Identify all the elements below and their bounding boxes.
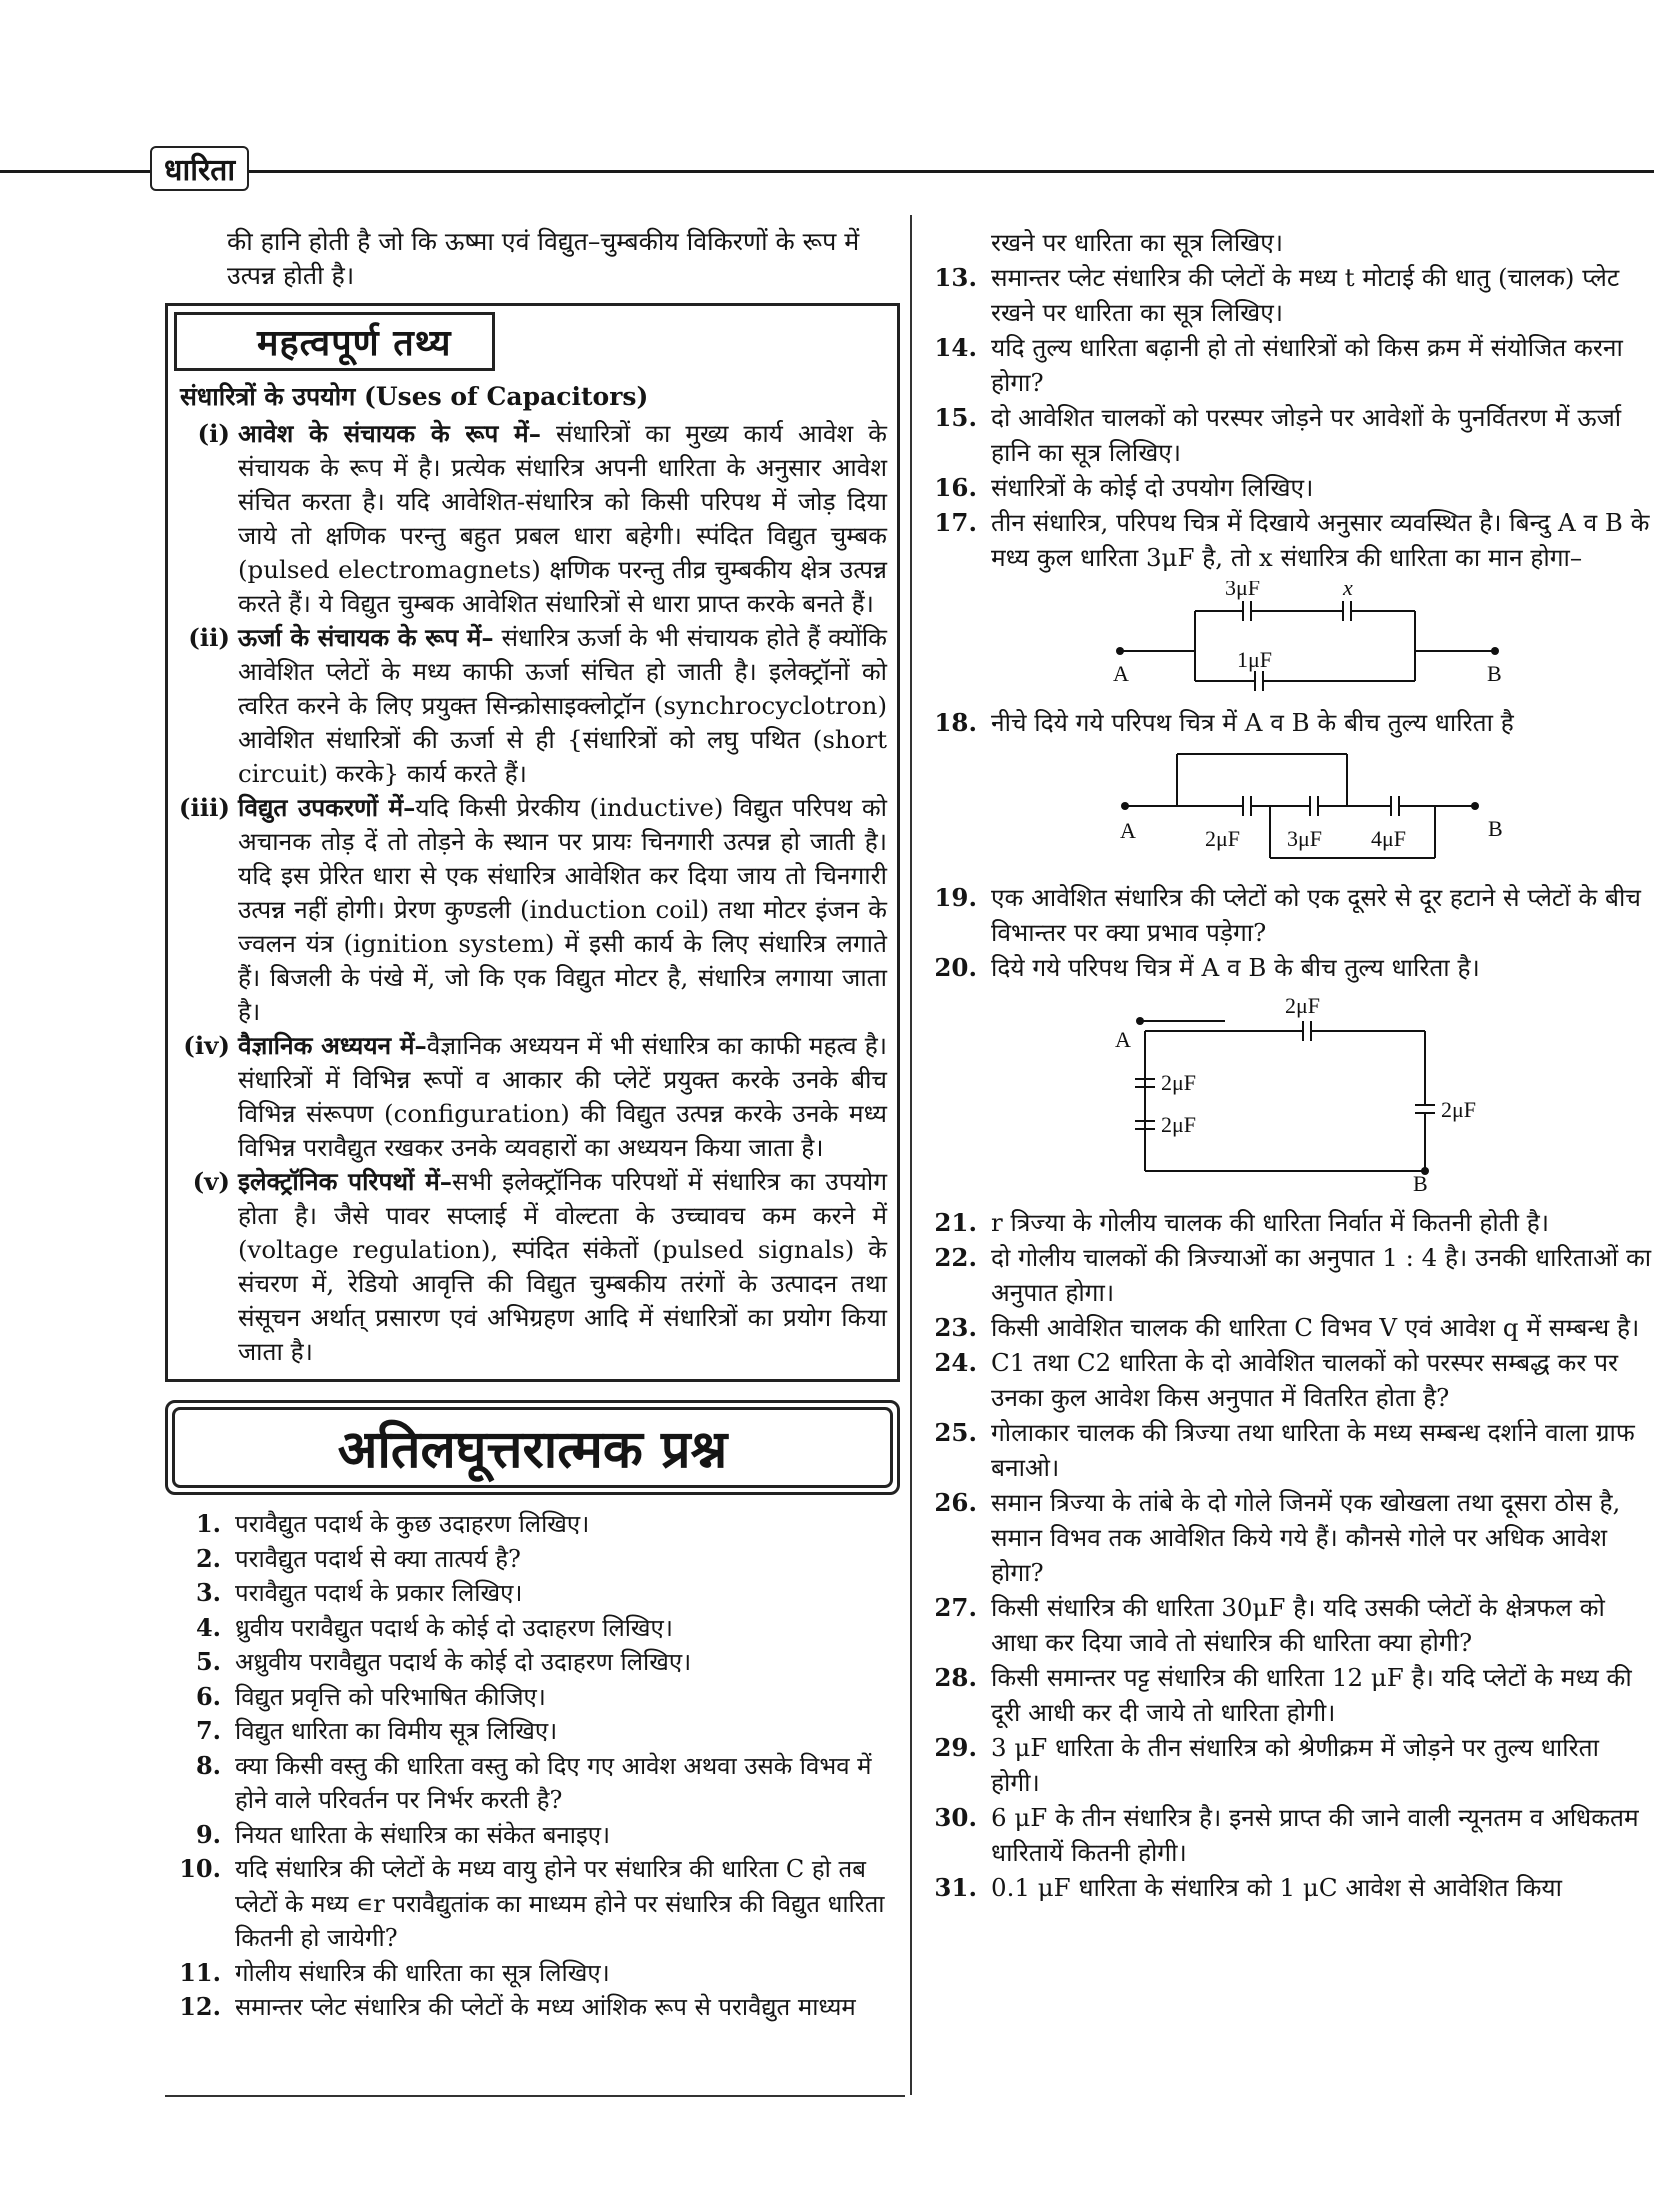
fact-body: [238, 1029, 887, 1165]
question-text: रखने पर धारिता का सूत्र लिखिए।: [991, 228, 1284, 257]
question-text: 6 μF के तीन संधारित्र है। इनसे प्राप्त की जाने वाली न्यूनतम व अधिकतम धारितायें कितनी होगी।: [991, 1803, 1639, 1867]
left-column: [165, 225, 900, 2025]
question-number: 2.: [195, 1543, 221, 1573]
c17-node-b: B: [1487, 661, 1502, 686]
c18-label-4uf: 4μF: [1371, 826, 1407, 851]
question-number: 28.: [934, 1663, 977, 1692]
question-text: ध्रुवीय परावैद्युत पदार्थ के कोई दो उदाहरण लिखिए।: [235, 1613, 673, 1642]
c17-label-x: x: [1343, 581, 1353, 600]
question-text: संधारित्रों के कोई दो उपयोग लिखिए।: [991, 473, 1314, 502]
fact-body: [238, 621, 887, 791]
question-text: नियत धारिता के संधारित्र का संकेत बनाइए।: [235, 1820, 611, 1849]
question-item: [165, 1714, 900, 1749]
fact-heading: वैज्ञानिक अध्ययन में–: [238, 1031, 427, 1060]
fact-body: [238, 1165, 887, 1369]
question-number: 16.: [934, 473, 977, 502]
c20-node-a: A: [1115, 1027, 1131, 1052]
question-item: [925, 1590, 1654, 1660]
question-item: [925, 470, 1654, 505]
question-item: [925, 1870, 1654, 1905]
question-item: [925, 1310, 1654, 1345]
questions-19-20: [925, 880, 1654, 985]
right-column: [925, 225, 1654, 1905]
questions-left-list: [165, 1507, 900, 2025]
question-number: 23.: [934, 1313, 977, 1342]
question-item: [925, 950, 1654, 985]
question-text: r त्रिज्या के गोलीय चालक की धारिता निर्वात में कितनी होती है।: [991, 1208, 1550, 1237]
question-text: गोलाकार चालक की त्रिज्या तथा धारिता के मध्य सम्बन्ध दर्शाने वाला ग्राफ बनाओ।: [991, 1418, 1635, 1482]
question-number: 7.: [195, 1716, 221, 1745]
fact-number: (i): [197, 419, 230, 448]
question-item: [165, 1990, 900, 2025]
question-text: यदि संधारित्र की प्लेटों के मध्य वायु होने पर संधारित्र की धारिता C हो तब प्लेटों के मध्य ∊r परावैद्युतांक का माध्यम होने पर संधारित्र की विद्युत धारिता कितनी हो जायेगी?: [235, 1855, 885, 1952]
question-number: 11.: [179, 1957, 221, 1987]
question-item: [925, 260, 1654, 330]
chapter-tag: धारिता: [150, 146, 249, 191]
question-number: 19.: [934, 883, 977, 912]
question-number: 25.: [934, 1418, 977, 1447]
question-item: [925, 400, 1654, 470]
question-text: दो आवेशित चालकों को परस्पर जोड़ने पर आवेशों के पुनर्वितरण में ऊर्जा हानि का सूत्र लिखिए।: [991, 403, 1622, 467]
questions-heading-frame: [165, 1400, 900, 1495]
question-item: [165, 1680, 900, 1715]
question-item: [925, 1205, 1654, 1240]
fact-body: [238, 791, 887, 1029]
question-18: [925, 705, 1654, 740]
c18-label-3uf: 3μF: [1287, 826, 1323, 851]
fact-text: सभी इलेक्ट्रॉनिक परिपथों में संधारित्र का उपयोग होता है। जैसे पावर सप्लाई में वोल्टता के उच्चावच कम करने में (voltage regulation), स्पंदित संकेतों (pulsed signals) के संचरण में, रेडियो आवृत्ति की विद्युत चुम्बकीय तरंगों के उत्पादन तथा संसूचन अर्थात् प्रसारण एवं अभिग्रहण आदि में संधारित्रों का प्रयोग किया जाता है।: [238, 1167, 887, 1366]
c17-label-3uf: 3μF: [1225, 581, 1261, 600]
question-text: C1 तथा C2 धारिता के दो आवेशित चालकों को परस्पर सम्बद्ध कर पर उनका कुल आवेश किस अनुपात में वितरित होता है?: [991, 1348, 1619, 1412]
question-item: [165, 1576, 900, 1611]
fact-number: (v): [192, 1167, 230, 1196]
question-item: [165, 1645, 900, 1680]
question-number: 30.: [934, 1803, 977, 1832]
question-item: [925, 330, 1654, 400]
question-item: [165, 1749, 900, 1818]
c20-label-top: 2μF: [1285, 993, 1321, 1018]
bottom-rule: [165, 2095, 905, 2097]
question-number: [925, 225, 991, 260]
scan-top-margin: [0, 0, 1654, 150]
question-item: [165, 1542, 900, 1577]
circuit-17: [925, 581, 1654, 695]
question-text: यदि तुल्य धारिता बढ़ानी हो तो संधारित्रों को किस क्रम में संयोजित करना होगा?: [991, 333, 1623, 397]
fact-text: यदि किसी प्रेरकीय (inductive) विद्युत परिपथ को अचानक तोड़ दें तो तोड़ने के स्थान पर प्रायः चिनगारी उत्पन्न हो जाती है। यदि इस प्रेरित धारा से एक संधारित्र आवेशित कर दिया जाय तो चिनगारी उत्पन्न नहीं होगी। प्रेरण कुण्डली (induction coil) तथा मोटर इंजन के ज्वलन यंत्र (ignition system) में इसी कार्य के लिए संधारित्र लगाते हैं। बिजली के पंखे में, जो कि एक विद्युत मोटर है, संधारित्र लगाया जाता है।: [238, 793, 887, 1026]
question-text: किसी संधारित्र की धारिता 30μF है। यदि उसकी प्लेटों के क्षेत्रफल को आधा कर दिया जावे तो संधारित्र की धारिता क्या होगी?: [991, 1593, 1605, 1657]
column-divider: [910, 215, 912, 2095]
fact-item: [178, 1029, 887, 1165]
fact-item: [178, 621, 887, 791]
question-text: किसी समान्तर पट्ट संधारित्र की धारिता 12 μF है। यदि प्लेटों के मध्य की दूरी आधी कर दी जाये तो धारिता होगी।: [991, 1663, 1632, 1727]
fact-text: संधारित्र ऊर्जा के भी संचायक होते हैं क्योंकि आवेशित प्लेटों के मध्य काफी ऊर्जा संचित हो जाती है। इलेक्ट्रॉनों को त्वरित करने के लिए प्रयुक्त सिन्क्रोसाइक्लोट्रॉन (synchrocyclotron) आवेशित संधारित्रों की ऊर्जा से ही {संधारित्रों को लघु पथित (short circuit) करके} कार्य करते हैं।: [238, 623, 887, 788]
question-item: [165, 1818, 900, 1853]
question-item: [925, 505, 1654, 575]
important-facts-box: [165, 303, 900, 1382]
c18-label-2uf: 2μF: [1205, 826, 1241, 851]
question-item: [165, 1507, 900, 1542]
question-text: गोलीय संधारित्र की धारिता का सूत्र लिखिए।: [235, 1958, 610, 1987]
question-number: 26.: [934, 1488, 977, 1517]
question-text: परावैद्युत पदार्थ से क्या तात्पर्य है?: [235, 1544, 521, 1573]
question-text: समान्तर प्लेट संधारित्र की प्लेटों के मध्य आंशिक रूप से परावैद्युत माध्यम: [235, 1993, 856, 2021]
question-item: [925, 1415, 1654, 1485]
facts-subtitle: संधारित्रों के उपयोग (Uses of Capacitors): [180, 382, 649, 411]
fact-number: (ii): [188, 623, 230, 652]
circuit-20: [925, 991, 1654, 1195]
c20-label-left2: 2μF: [1161, 1112, 1197, 1137]
question-number: 12.: [179, 1992, 221, 2021]
questions-right-list-a: [925, 225, 1654, 575]
question-number: 4.: [195, 1612, 221, 1642]
question-item: [925, 880, 1654, 950]
fact-text: वैज्ञानिक अध्ययन में भी संधारित्र का काफी महत्व है। संधारित्रों में विभिन्न रूपों व आकार की प्लेटें प्रयुक्त करके उनके बीच विभिन्न संरूपण (configuration) की विद्युत उत्पन्न करके उनके मध्य विभिन्न परावैद्युत रखकर उनके व्यवहारों का अध्ययन किया जाता है।: [238, 1031, 887, 1162]
question-item: [925, 1660, 1654, 1730]
fact-item: [178, 791, 887, 1029]
question-number: 6.: [195, 1681, 221, 1711]
question-text: नीचे दिये गये परिपथ चित्र में A व B के बीच तुल्य धारिता है: [991, 708, 1514, 737]
fact-heading: विद्युत उपकरणों में–: [238, 793, 416, 822]
question-item: [925, 1485, 1654, 1590]
question-item: [165, 1611, 900, 1646]
question-item: [925, 225, 1654, 260]
question-text: दिये गये परिपथ चित्र में A व B के बीच तुल्य धारिता है।: [991, 953, 1480, 982]
question-text: समान त्रिज्या के तांबे के दो गोले जिनमें एक खोखला तथा दूसरा ठोस है, समान विभव तक आवेशित किये गये हैं। कौनसे गोले पर अधिक आवेश होगा?: [991, 1488, 1621, 1587]
question-number: 8.: [195, 1750, 221, 1780]
fact-number: (iv): [183, 1031, 230, 1060]
question-text: विद्युत धारिता का विमीय सूत्र लिखिए।: [235, 1717, 558, 1745]
question-number: 10.: [179, 1854, 221, 1883]
question-item: [165, 1956, 900, 1991]
question-number: 29.: [934, 1733, 977, 1762]
c18-node-b: B: [1488, 816, 1503, 841]
questions-right-list-b: [925, 1205, 1654, 1905]
question-text: किसी आवेशित चालक की धारिता C विभव V एवं आवेश q में सम्बन्ध है।: [991, 1313, 1640, 1342]
question-number: 1.: [195, 1509, 221, 1538]
question-number: 21.: [934, 1208, 977, 1237]
fact-number: (iii): [178, 793, 230, 822]
question-number: 3.: [195, 1578, 221, 1607]
question-number: 22.: [934, 1243, 977, 1272]
question-text: परावैद्युत पदार्थ के कुछ उदाहरण लिखिए।: [235, 1510, 590, 1538]
fact-body: [238, 417, 887, 621]
question-number: 18.: [934, 708, 977, 737]
fact-item: [178, 417, 887, 621]
fact-heading: इलेक्ट्रॉनिक परिपथों में–: [238, 1167, 452, 1196]
question-number: 9.: [195, 1819, 221, 1849]
question-number: 31.: [934, 1873, 977, 1902]
question-text: समान्तर प्लेट संधारित्र की प्लेटों के मध्य t मोटाई की धातु (चालक) प्लेट रखने पर धारिता का सूत्र लिखिए।: [991, 263, 1620, 327]
question-text: परावैद्युत पदार्थ के प्रकार लिखिए।: [235, 1579, 523, 1607]
c20-label-right: 2μF: [1441, 1097, 1477, 1122]
question-number: 17.: [934, 508, 977, 537]
question-item: [925, 1730, 1654, 1800]
c17-node-a: A: [1113, 661, 1129, 686]
facts-list: [178, 417, 887, 1369]
fact-heading: ऊर्जा के संचायक के रूप में–: [238, 623, 494, 652]
question-number: 20.: [934, 953, 977, 982]
fact-text: संधारित्रों का मुख्य कार्य आवेश के संचायक के रूप में है। प्रत्येक संधारित्र अपनी धारिता के अनुसार आवेश संचित करता है। यदि आवेशित-संधारित्र को किसी परिपथ में जोड़ दिया जाये तो क्षणिक परन्तु बहुत प्रबल धारा बहेगी। स्पंदित विद्युत चुम्बक (pulsed electromagnets) क्षणिक परन्तु तीव्र चुम्बकीय क्षेत्र उत्पन्न करते हैं। ये विद्युत चुम्बक आवेशित संधारित्रों से धारा प्राप्त करके बनते हैं।: [238, 419, 887, 618]
question-text: अध्रुवीय परावैद्युत पदार्थ के कोई दो उदाहरण लिखिए।: [235, 1648, 692, 1676]
c20-node-b: B: [1413, 1171, 1428, 1191]
question-text: तीन संधारित्र, परिपथ चित्र में दिखाये अनुसार व्यवस्थित है। बिन्दु A व B के मध्य कुल धारिता 3μF है, तो x संधारित्र की धारिता का मान होगा–: [991, 508, 1650, 572]
question-text: एक आवेशित संधारित्र की प्लेटों को एक दूसरे से दूर हटाने से प्लेटों के बीच विभान्तर पर क्या प्रभाव पड़ेगा?: [991, 883, 1641, 947]
question-number: 14.: [934, 333, 977, 362]
question-number: 24.: [934, 1348, 977, 1377]
fact-heading: आवेश के संचायक के रूप में–: [238, 419, 541, 448]
facts-title: महत्वपूर्ण तथ्य: [174, 312, 495, 371]
question-item: [925, 1240, 1654, 1310]
question-text: विद्युत प्रवृत्ति को परिभाषित कीजिए।: [235, 1682, 546, 1711]
question-item: [925, 1800, 1654, 1870]
circuit-18: [925, 746, 1654, 870]
question-number: 5.: [195, 1647, 221, 1676]
fact-item: [178, 1165, 887, 1369]
question-number: 13.: [934, 263, 977, 292]
question-text: 0.1 μF धारिता के संधारित्र को 1 μC आवेश से आवेशित किया: [991, 1873, 1562, 1902]
question-number: 15.: [934, 403, 977, 432]
question-item: [165, 1852, 900, 1956]
question-text: क्या किसी वस्तु की धारिता वस्तु को दिए गए आवेश अथवा उसके विभव में होने वाले परिवर्तन पर निर्भर करती है?: [235, 1751, 872, 1814]
c18-node-a: A: [1120, 818, 1136, 843]
c20-label-left1: 2μF: [1161, 1070, 1197, 1095]
questions-heading: अतिलघूत्तरात्मक प्रश्न: [172, 1407, 893, 1488]
question-number: 27.: [934, 1593, 977, 1622]
question-text: 3 μF धारिता के तीन संधारित्र को श्रेणीक्रम में जोड़ने पर तुल्य धारिता होगी।: [991, 1733, 1599, 1797]
question-text: दो गोलीय चालकों की त्रिज्याओं का अनुपात 1 : 4 है। उनकी धारिताओं का अनुपात होगा।: [991, 1243, 1652, 1307]
question-item: [925, 1345, 1654, 1415]
intro-text: की हानि होती है जो कि ऊष्मा एवं विद्युत–चुम्बकीय विकिरणों के रूप में उत्पन्न होती है।: [227, 227, 860, 290]
c17-label-1uf: 1μF: [1237, 647, 1273, 672]
